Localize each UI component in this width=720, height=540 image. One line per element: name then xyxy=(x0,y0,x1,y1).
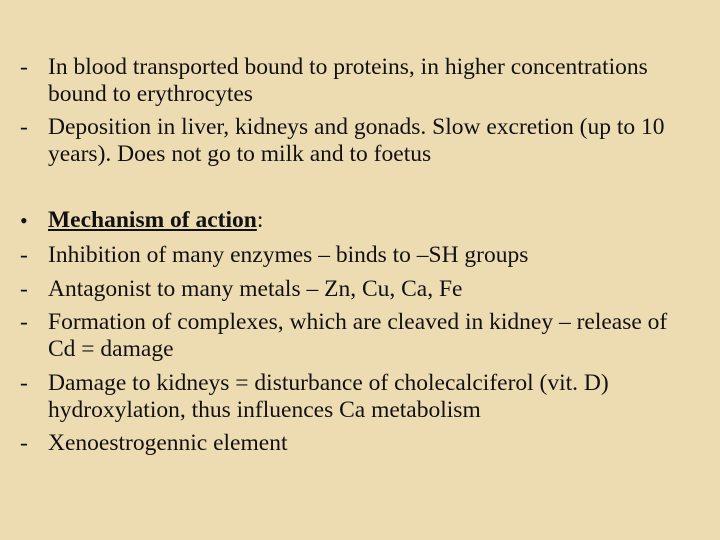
dash-marker: - xyxy=(20,430,28,456)
dash-marker: - xyxy=(20,276,28,302)
bullet-marker: • xyxy=(20,208,28,233)
heading-title: Mechanism of action xyxy=(48,207,257,233)
list-item xyxy=(20,370,700,424)
list-item xyxy=(20,430,700,457)
list-item-text: Deposition in liver, kidneys and gonads. Slow excretion (up to 10 years). Does not go to milk and to foetus xyxy=(48,114,665,167)
dash-marker: - xyxy=(20,114,28,140)
list-item-text: Damage to kidneys = disturbance of cholecalciferol (vit. D) hydroxylation, thus influences Ca metabolism xyxy=(48,370,609,423)
section-heading xyxy=(20,207,700,234)
list-item xyxy=(20,309,700,363)
list-item-text: Inhibition of many enzymes – binds to –SH groups xyxy=(48,242,529,268)
dash-marker: - xyxy=(20,54,28,80)
dash-marker: - xyxy=(20,309,28,335)
list-item-text: Formation of complexes, which are cleaved in kidney – release of Cd = damage xyxy=(48,309,668,362)
dash-marker: - xyxy=(20,242,28,268)
list-item xyxy=(20,54,700,108)
heading-suffix: : xyxy=(256,207,264,233)
list-item-text: In blood transported bound to proteins, in higher concentrations bound to erythrocytes xyxy=(48,54,648,107)
list-item-text: Antagonist to many metals – Zn, Cu, Ca, Fe xyxy=(48,276,463,302)
list-item xyxy=(20,276,700,303)
list-item-text: Xenoestrogennic element xyxy=(48,430,288,456)
list-item xyxy=(20,114,700,168)
heading-text xyxy=(48,207,700,234)
list-item xyxy=(20,242,700,269)
dash-marker: - xyxy=(20,370,28,396)
